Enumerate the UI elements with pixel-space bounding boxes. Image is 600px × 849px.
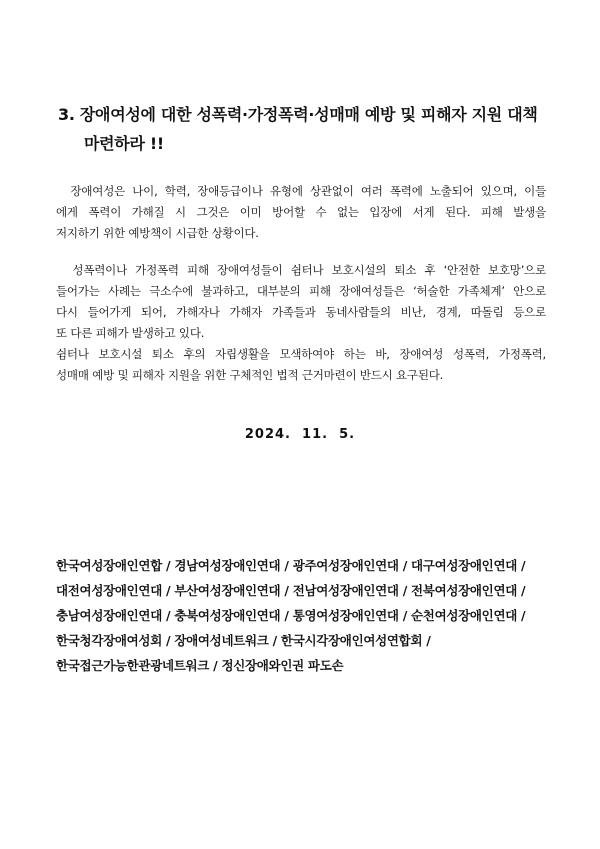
organization-line: 충남여성장애인연대 / 충북여성장애인연대 / 통영여성장애인연대 / 순천여성장애인연대 / — [56, 608, 526, 623]
heading-line-2: 마련하라 !! — [84, 134, 164, 153]
organization-line: 대전여성장애인연대 / 부산여성장애인연대 / 전남여성장애인연대 / 전북여성장애인연대 / — [56, 583, 526, 598]
organization-line: 한국접근가능한관광네트워크 / 정신장애와인권 파도손 — [56, 658, 344, 673]
paragraph-1-line: 장애여성은 나이, 학력, 장애등급이나 유형에 상관없이 여러 폭력에 노출되어 있으며, 이들 — [56, 184, 546, 198]
paragraph-2-line: 또 다른 피해가 발생하고 있다. — [56, 326, 205, 340]
paragraph-1 — [56, 181, 546, 244]
organization-line: 한국여성장애인연합 / 경남여성장애인연대 / 광주여성장애인연대 / 대구여성장애인연대 / — [56, 558, 526, 573]
paragraph-2-line: 성매매 예방 및 피해자 지원을 위한 구체적인 법적 근거마련이 반드시 요구된다. — [56, 368, 444, 382]
paragraph-2-line: 쉼터나 보호시설 퇴소 후의 자립생활을 모색하여야 하는 바, 장애여성 성폭력, 가정폭력, — [56, 347, 546, 361]
paragraph-2 — [56, 260, 546, 386]
organization-list — [56, 553, 556, 678]
section-heading — [58, 100, 558, 158]
paragraph-1-line: 저지하기 위한 예방책이 시급한 상황이다. — [56, 226, 259, 240]
paragraph-2-line: 들어가는 사례는 극소수에 불과하고, 대부분의 피해 장애여성들은 ‘허술한 가족체계’ 안으로 — [56, 284, 546, 298]
paragraph-1-line: 에게 폭력이 가해질 시 그것은 이미 방어할 수 없는 입장에 서게 된다. 피해 발생을 — [56, 205, 546, 219]
heading-line-1: 3. 장애여성에 대한 성폭력·가정폭력·성매매 예방 및 피해자 지원 대책 — [58, 105, 538, 124]
paragraph-2-line: 성폭력이나 가정폭력 피해 장애여성들이 쉼터나 보호시설의 퇴소 후 ‘안전한 보호망’으로 — [56, 263, 546, 277]
organization-line: 한국청각장애여성회 / 장애여성네트워크 / 한국시각장애인여성연합회 / — [56, 633, 431, 648]
document-date: 2024. 11. 5. — [244, 427, 356, 442]
paragraph-2-line: 다시 들어가게 되어, 가해자나 가해자 가족들과 동네사람들의 비난, 경계, 따돌림 등으로 — [56, 305, 546, 319]
